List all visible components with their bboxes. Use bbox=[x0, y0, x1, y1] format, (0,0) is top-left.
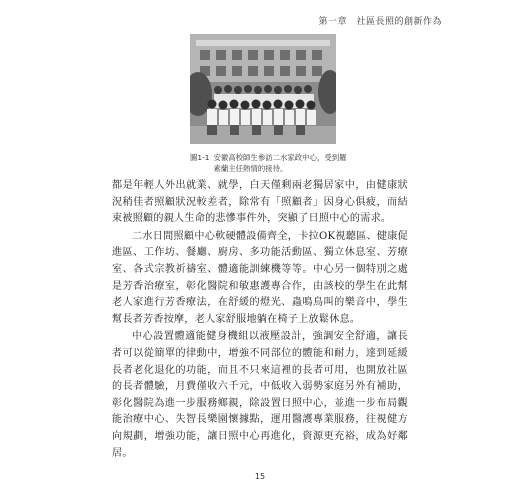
group-photo bbox=[190, 34, 336, 144]
paragraph: 都是年輕人外出就業、就學，白天僅剩兩老獨居家中，由健康狀況稍佳者照顧狀況較差者，除常有「照顧者」因身心俱疲，而結束被照顧的親人生命的悲慘事件外，突顯了日照中心的需求。 bbox=[112, 180, 408, 225]
group-photo-image bbox=[190, 34, 336, 144]
figure-caption bbox=[190, 152, 350, 174]
paragraph: 中心設置體適能健身機組以液壓設計，強調安全舒適，讓長者可以從簡單的律動中，增強不同部位的體能和耐力，達到延緩長者老化退化的功能，而且不只來這裡的長者可用，也開放社區的長者體驗，月費僅收六千元，中低收入弱勢家庭另外有補助，彰化醫院為進一步服務鄉親，除設置日照中心，並進一步布局觀能治療中心、失智長樂園懷據點，運用醫護專業服務，往視健方向規劃，增強功能，讓日照中心再進化，資源更充裕，成為好鄰居。 bbox=[112, 331, 408, 459]
running-head: 第一章 社區長照的創新作為 bbox=[318, 17, 442, 27]
figure-caption-text: 安徽高校師生參訪二水家政中心，受到羅素蘭主任熱情的接待。 bbox=[213, 153, 347, 173]
paragraph: 二水日間照顧中心軟硬體設備齊全，卡拉OK視聽區、健康促進區、工作坊、餐廳、廚房、多功能活動區、獨立休息室、芳療室、各式宗教祈禱室、體適能訓練機等等。中心另一個特別之處是芳香治療室，彰化醫院和敏惠護專合作，由該校的學生在此幫老人家進行芳香療法，在舒緩的燈光、蟲鳴鳥叫的樂音中，學生幫長者芳香按摩，老人家舒服地躺在椅子上放鬆休息。 bbox=[112, 230, 408, 325]
page-number: 15 bbox=[254, 472, 266, 481]
body-text bbox=[112, 178, 408, 463]
figure-label: 圖1-1 bbox=[190, 153, 210, 162]
